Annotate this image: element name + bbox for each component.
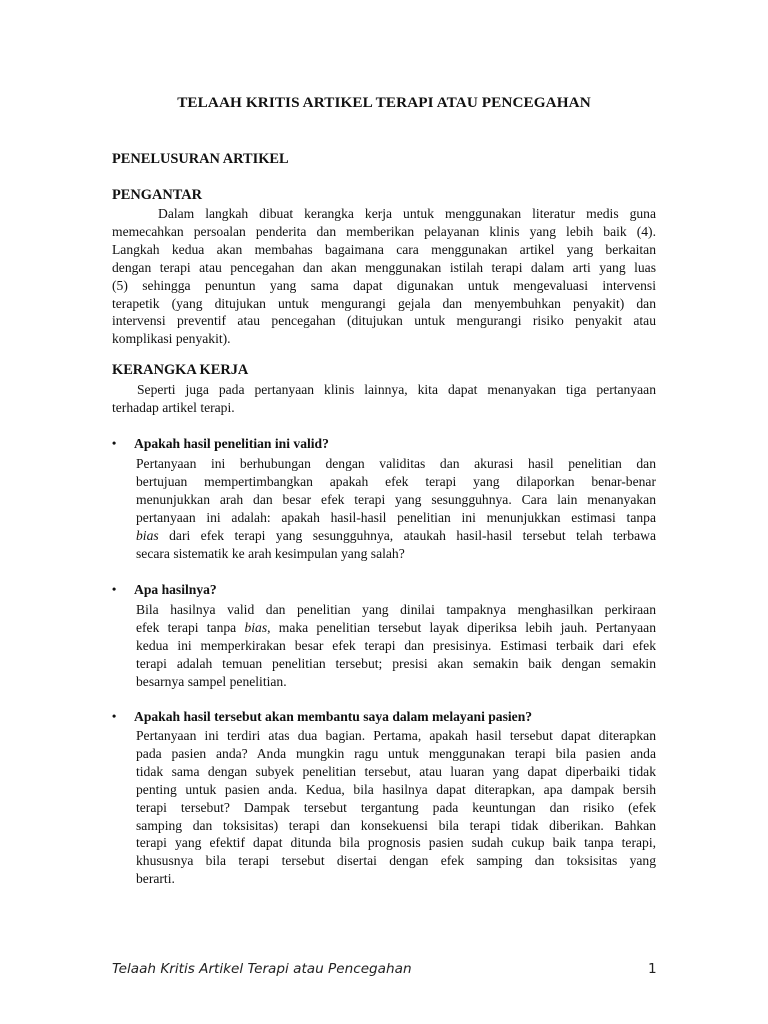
q1-line xyxy=(136,527,656,545)
framework-line: terhadap artikel terapi. xyxy=(112,399,235,415)
q3-line: penting untuk pasien anda. Kedua, bila hasilnya dapat diterapkan, apa dampak bersih xyxy=(136,781,656,797)
question-2-text: Apa hasilnya? xyxy=(134,582,217,597)
intro-line: (5) sehingga penuntun yang sama dapat digunakan untuk mengevaluasi intervensi xyxy=(112,277,656,293)
intro-line: intervensi preventif atau pencegahan (ditujukan untuk mengurangi risiko penyakit atau xyxy=(112,313,656,329)
intro-line: Langkah kedua akan membahas bagaimana cara menggunakan artikel yang berkaitan xyxy=(112,241,656,257)
framework-paragraph xyxy=(112,381,656,417)
intro-line: dengan terapi atau pencegahan dan akan menggunakan istilah terapi dalam arti yang luas xyxy=(112,259,656,275)
q3-line: khususnya bila terapi tersebut disertai dengan efek samping dan toksisitas yang xyxy=(136,853,656,869)
question-2-heading xyxy=(112,582,217,598)
question-1-text: Apakah hasil penelitian ini valid? xyxy=(134,436,329,451)
q2-line: terapi adalah temuan penelitian tersebut; presisi akan semakin baik dengan semakin xyxy=(136,655,656,671)
q3-line: samping dan toksisitas) terapi dan konsekuensi bila terapi tidak diberikan. Bahkan xyxy=(136,817,656,833)
q2-line-post: , maka penelitian tersebut layak diperiksa lebih jauh. Pertanyaan xyxy=(267,619,657,635)
question-3-text: Apakah hasil tersebut akan membantu saya dalam melayani pasien? xyxy=(134,709,533,724)
section-heading-penelusuran: PENELUSURAN ARTIKEL xyxy=(112,151,289,167)
q1-line: secara sistematik ke arah kesimpulan yang salah? xyxy=(136,545,405,561)
q3-line: terapi yang efektif dapat ditunda bila prognosis pasien sudah cukup baik tanpa terapi, xyxy=(136,835,656,851)
document-title: TELAAH KRITIS ARTIKEL TERAPI ATAU PENCEGAHAN xyxy=(177,94,591,111)
q1-line: bertujuan mempertimbangkan apakah efek terapi yang dilaporkan benar-benar xyxy=(136,473,656,489)
question-3-body xyxy=(136,727,656,888)
section-heading-pengantar: PENGANTAR xyxy=(112,187,203,203)
q1-line: menunjukkan arah dan besar efek terapi yang sesungguhnya. Cara lain menanyakan xyxy=(136,491,656,507)
q3-line: tidak sama dengan subyek penelitian tersebut, atau luaran yang dapat diperbaiki tidak xyxy=(136,763,656,779)
q2-line: kedua ini memperkirakan besar efek terapi dan presisinya. Estimasi terbaik dari efek xyxy=(136,637,656,653)
question-3-heading xyxy=(112,709,532,725)
bullet-icon: • xyxy=(112,436,117,450)
q2-line xyxy=(136,619,656,637)
q1-line-rest: dari efek terapi yang sesungguhnya, ataukah hasil-hasil tersebut telah terbawa xyxy=(158,527,656,543)
intro-line: terapetik (yang ditujukan untuk mengurangi gejala dan menyembuhkan penyakit) dan xyxy=(112,295,656,311)
q3-line: berarti. xyxy=(136,871,175,887)
q2-line: besarnya sampel penelitian. xyxy=(136,673,287,689)
question-1-heading xyxy=(112,436,329,452)
intro-line: Dalam langkah dibuat kerangka kerja untuk menggunakan literatur medis guna xyxy=(158,206,656,221)
q2-line: Bila hasilnya valid dan penelitian yang dinilai tampaknya menghasilkan perkiraan xyxy=(136,602,656,617)
page-number: 1 xyxy=(648,961,657,977)
intro-line: memecahkan persoalan penderita dan memberikan pelayanan klinis yang lebih baik (4). xyxy=(112,223,656,239)
q3-line: terapi tersebut? Dampak tersebut tergantung pada keuntungan dan risiko (efek xyxy=(136,799,656,815)
italic-bias: bias xyxy=(136,527,159,543)
question-2-body xyxy=(136,601,656,691)
bullet-icon: • xyxy=(112,582,117,596)
italic-bias: bias xyxy=(244,619,268,635)
q2-line-pre: efek terapi tanpa xyxy=(136,619,245,635)
intro-paragraph xyxy=(112,205,656,348)
intro-line: komplikasi penyakit). xyxy=(112,331,231,347)
q3-line: Pertanyaan ini terdiri atas dua bagian. Pertama, apakah hasil tersebut dapat diterapkan xyxy=(136,728,656,743)
framework-line: Seperti juga pada pertanyaan klinis lainnya, kita dapat menanyakan tiga pertanyaan xyxy=(137,382,656,397)
q3-line: pada pasien anda? Anda mungkin ragu untuk menggunakan terapi bila pasien anda xyxy=(136,745,656,761)
q1-line: pertanyaan ini adalah: apakah hasil-hasil penelitian ini menunjukkan estimasi tanpa xyxy=(136,509,656,525)
question-1-body xyxy=(136,455,656,562)
section-heading-kerangka-kerja: KERANGKA KERJA xyxy=(112,362,249,378)
q1-line: Pertanyaan ini berhubungan dengan validitas dan akurasi hasil penelitian dan xyxy=(136,456,656,471)
bullet-icon: • xyxy=(112,709,117,723)
footer-title: Telaah Kritis Artikel Terapi atau Pencegahan xyxy=(112,961,412,977)
